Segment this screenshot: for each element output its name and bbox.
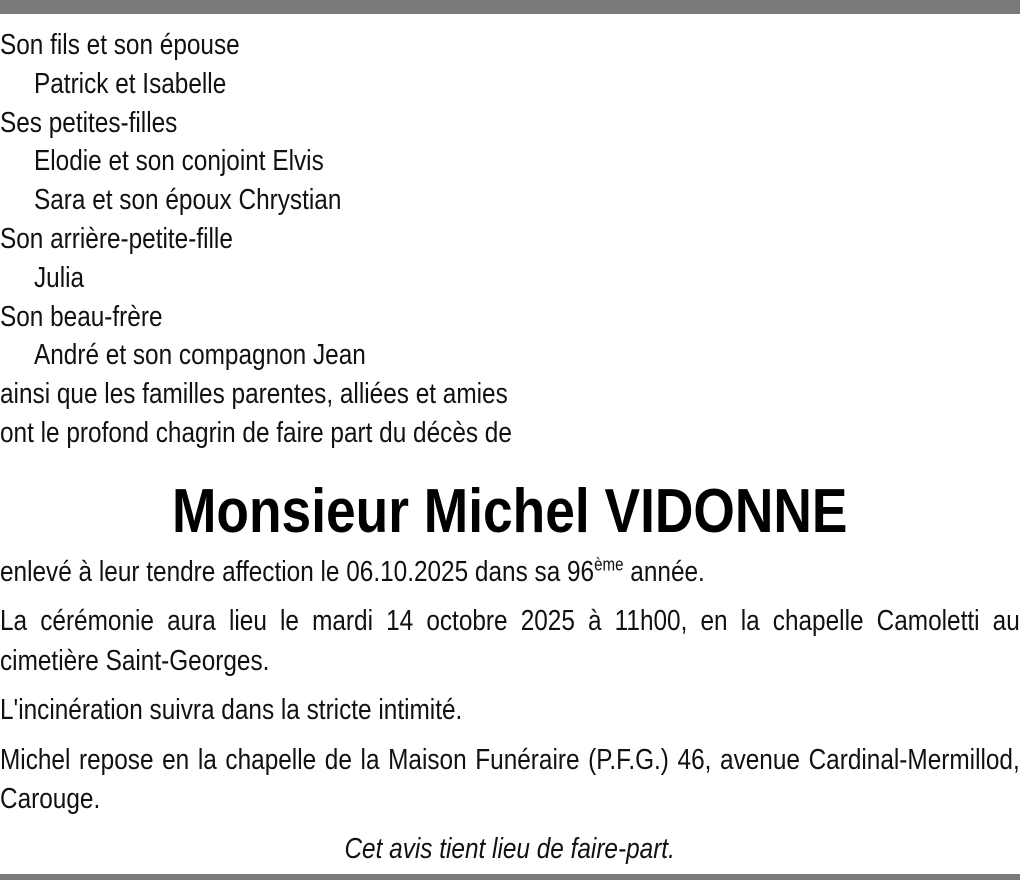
- repose-paragraph: [0, 741, 1020, 820]
- obituary-notice: [0, 26, 1020, 869]
- closing-note: [0, 830, 1020, 870]
- family-line-text: Son beau-frère: [0, 300, 163, 333]
- family-line-text: Son arrière-petite-fille: [0, 222, 233, 255]
- family-line: [0, 220, 1020, 259]
- ceremony-text: La cérémonie aura lieu le mardi 14 octobre 2025 à 11h00, en la chapelle Camoletti au cimetière Saint-Georges.: [0, 605, 1020, 677]
- family-line: [0, 181, 1020, 220]
- family-line: [0, 336, 1020, 375]
- age-paragraph: [0, 553, 1020, 593]
- family-line-text: Sara et son époux Chrystian: [34, 184, 342, 217]
- family-line: [0, 104, 1020, 143]
- family-line: [0, 414, 1020, 453]
- repose-text: Michel repose en la chapelle de la Maison Funéraire (P.F.G.) 46, avenue Cardinal-Mermillod, Carouge.: [0, 743, 1020, 816]
- family-line: [0, 142, 1020, 181]
- family-line-text: Son fils et son épouse: [0, 29, 240, 61]
- age-text: enlevé à leur tendre affection le 06.10.2025 dans sa 96: [0, 555, 595, 588]
- family-line-text: Julia: [34, 261, 85, 294]
- cremation-text: L'incinération suivra dans la stricte intimité.: [0, 694, 463, 727]
- cremation-paragraph: [0, 691, 1020, 731]
- deceased-name: Monsieur Michel VIDONNE: [172, 476, 848, 546]
- deceased-name-heading: [0, 471, 1020, 553]
- closing-text: Cet avis tient lieu de faire-part.: [344, 832, 676, 865]
- family-line-text: André et son compagnon Jean: [34, 339, 366, 372]
- family-line-text: ainsi que les familles parentes, alliées et amies: [0, 378, 508, 411]
- ceremony-paragraph: [0, 602, 1020, 681]
- family-line: [0, 375, 1020, 414]
- family-line-text: Patrick et Isabelle: [34, 67, 227, 100]
- ordinal-suffix: ème: [594, 554, 624, 575]
- family-line-text: ont le profond chagrin de faire part du décès de: [0, 416, 512, 449]
- family-line-text: Ses petites-filles: [0, 106, 178, 139]
- family-line: [0, 298, 1020, 337]
- family-line: [0, 65, 1020, 104]
- bottom-divider: [0, 874, 1020, 880]
- top-divider: [0, 0, 1020, 14]
- family-line: [0, 26, 1020, 65]
- family-line: [0, 259, 1020, 298]
- age-text-end: année.: [623, 555, 705, 588]
- family-list: [0, 26, 1020, 453]
- family-line-text: Elodie et son conjoint Elvis: [34, 145, 324, 178]
